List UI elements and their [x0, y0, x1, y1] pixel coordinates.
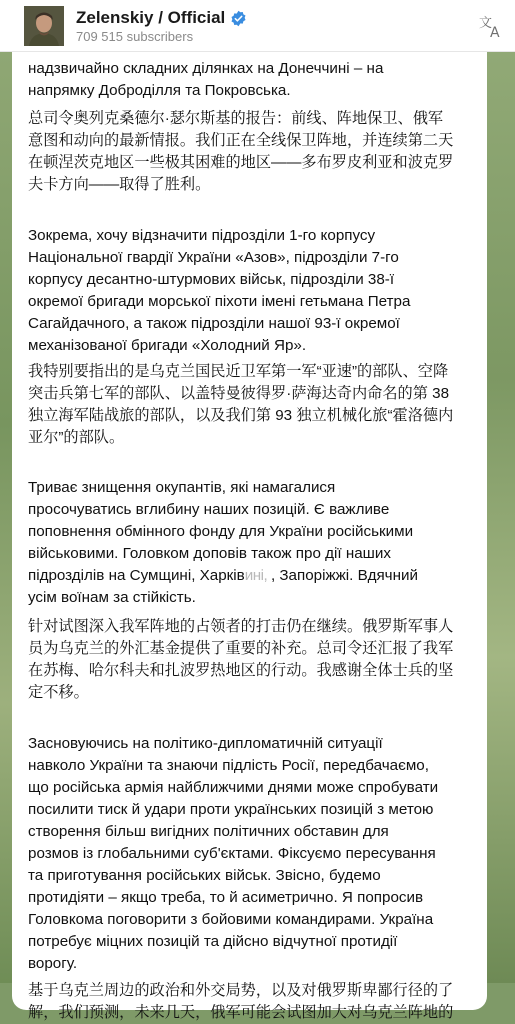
text-line: Триває знищення окупантів, які намагалися	[28, 479, 336, 496]
svg-text:文: 文	[479, 16, 493, 31]
text-line: Національної гвардії України «Азов», підрозділи 7-го	[28, 249, 399, 266]
text-line: 亚尔”的部队。	[28, 429, 125, 446]
text-line: Засновуючись на політико-дипломатичній ситуації	[28, 735, 383, 752]
text-line: 突击兵第七军的部队、以盖特曼彼得罗·萨海达奇内命名的第 38	[28, 385, 450, 402]
text-line: створення більш вигідних політичних обставин для	[28, 823, 389, 840]
channel-title[interactable]	[76, 8, 247, 28]
background-pattern-right	[487, 52, 515, 983]
translate-icon[interactable]	[477, 12, 505, 40]
channel-name: Zelenskiy / Official	[76, 8, 226, 27]
watermark: 头条@春可基	[418, 961, 485, 973]
text-line: потребує міцних позицій та дійсно відчутної протидії	[28, 933, 398, 950]
text-line: протидіяти – якщо треба, то й асиметрично. Я попросив	[28, 889, 424, 906]
text-line: посилити тиск й удари проти українських позицій з метою	[28, 801, 434, 818]
text-line: 意图和动向的最新情报。我们正在全线保卫阵地，并连续第二天	[28, 132, 454, 149]
text-line: 在苏梅、哈尔科夫和扎波罗热地区的行动。我感谢全体士兵的坚	[28, 662, 454, 679]
text-line: корпусу десантно-штурмових військ, підрозділи 38-ї	[28, 271, 395, 288]
text-line: 我特别要指出的是乌克兰国民近卫军第一军“亚速”的部队、空降	[28, 363, 449, 380]
obscured-text: ині,	[244, 567, 271, 584]
text-line: 总司令奥列克桑德尔·瑟尔斯基的报告：前线、阵地保卫、俄军	[28, 110, 444, 127]
text-line: 定不移。	[28, 684, 89, 701]
text-line: поповнення обмінного фонду для України російськими	[28, 523, 414, 540]
text-line: Сагайдачного, а також підрозділи нашої 93-ї окремої	[28, 315, 400, 332]
text-line: 在顿涅茨克地区一些极其困难的地区——多布罗皮利亚和波克罗	[28, 154, 454, 171]
message-bubble	[12, 30, 487, 1021]
text-line: 夫卡方向——取得了胜利。	[28, 176, 211, 193]
text-line: усім воїнам за стійкість.	[28, 589, 196, 606]
verified-badge-icon	[230, 10, 247, 27]
subscriber-count: 709 515 subscribers	[76, 29, 194, 44]
background-pattern-left	[0, 52, 12, 983]
text-line: Зокрема, хочу відзначити підрозділи 1-го корпусу	[28, 227, 376, 244]
text-line: 针对试图深入我军阵地的占领者的打击仍在继续。俄罗斯军事人	[28, 618, 454, 635]
channel-avatar[interactable]	[24, 6, 64, 46]
text-line: механізованої бригади «Холодний Яр».	[28, 337, 307, 354]
text-line	[28, 565, 418, 587]
text-line: 基于乌克兰周边的政治和外交局势，以及对俄罗斯卑鄙行径的了	[28, 982, 454, 999]
text-line: окремої бригади морської піхоти імені гетьмана Петра	[28, 293, 411, 310]
text-line: навколо України та знаючи підлість Росії, передбачаємо,	[28, 757, 429, 774]
text-line: ворогу.	[28, 955, 78, 972]
text-segment: підрозділів на Сумщині, Харків	[28, 567, 245, 584]
text-line: 独立海军陆战旅的部队，以及我们第 93 独立机械化旅“霍洛德内	[28, 407, 454, 424]
text-line: 解，我们预测，未来几天，俄军可能会试图加大对乌克兰阵地的	[28, 1004, 454, 1021]
text-line: 员为乌克兰的外汇基金提供了重要的补充。总司令还汇报了我军	[28, 640, 454, 657]
text-line: просочуватись вглибину наших позицій. Є важливе	[28, 501, 390, 518]
text-line: надзвичайно складних ділянках на Донеччині – на	[28, 60, 384, 77]
text-line: розмов із глобальними суб'єктами. Фіксуємо пересування	[28, 845, 436, 862]
chat-header[interactable]	[0, 0, 515, 52]
text-line: та приготування російських військ. Звісно, будемо	[28, 867, 381, 884]
text-line: військовими. Головком доповів також про дії наших	[28, 545, 391, 562]
text-line: Головкома поговорити з бойовими командирами. Україна	[28, 911, 434, 928]
svg-text:A: A	[490, 25, 500, 41]
text-segment: , Запоріжжі. Вдячний	[270, 567, 418, 584]
text-line: напрямку Доброділля та Покровська.	[28, 82, 291, 99]
text-line: що російська армія найближчими днями може спробувати	[28, 779, 439, 796]
